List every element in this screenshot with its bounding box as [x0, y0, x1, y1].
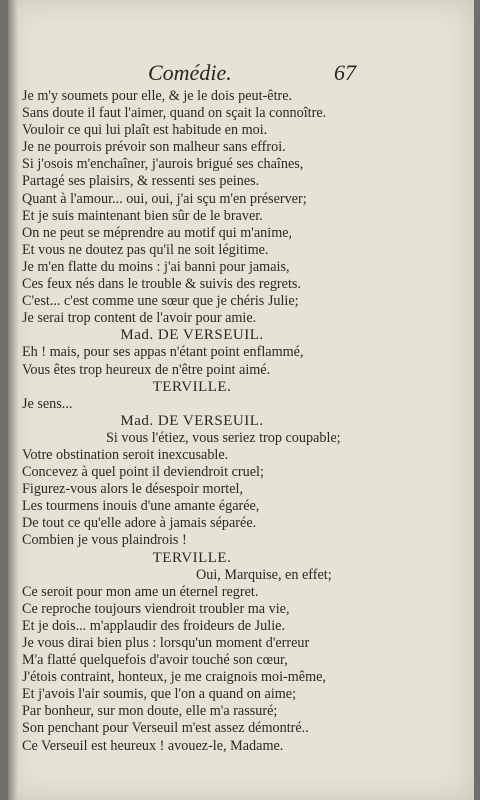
verse-line: Et j'avois l'air soumis, que l'on a quand on aime; [22, 686, 297, 703]
verse-line: Combien je vous plaindrois ! [22, 532, 187, 549]
verse-line: Partagé ses plaisirs, & ressenti ses peines. [22, 173, 260, 190]
verse-line: Et je suis maintenant bien sûr de le braver. [22, 207, 263, 224]
verse-line: Son penchant pour Verseuil m'est assez démontré.. [22, 720, 309, 737]
verse-line: M'a flatté quelquefois d'avoir touché son cœur, [22, 652, 288, 669]
verse-line: Ce Verseuil est heureux ! avouez-le, Madame. [22, 737, 284, 754]
verse-line: Je serai trop content de l'avoir pour amie. [22, 310, 257, 327]
verse-line: Eh ! mais, pour ses appas n'étant point enflammé, [22, 344, 304, 361]
verse-line: Ce reproche toujours viendroit troubler ma vie, [22, 600, 290, 617]
verse-line: J'étois contraint, honteux, je me craignois moi-même, [22, 669, 326, 686]
verse-line: Sans doute il faut l'aimer, quand on sçait la connoître. [22, 105, 327, 122]
verse-line: Les tourmens inouis d'une amante égarée, [22, 498, 260, 515]
verse-text [22, 88, 362, 755]
verse-line: Si j'osois m'enchaîner, j'aurois brigué ses chaînes, [22, 156, 304, 173]
verse-line: On ne peut se méprendre au motif qui m'anime, [22, 224, 293, 241]
speaker-heading: Mad. DE VERSEUIL. [120, 327, 264, 344]
verse-line: Je ne pourrois prévoir son malheur sans effroi. [22, 139, 286, 156]
verse-line: Je m'en flatte du moins : j'ai banni pour jamais, [22, 258, 290, 275]
speaker-heading: TERVILLE. [152, 549, 232, 566]
verse-line: Et je dois... m'applaudir des froideurs de Julie. [22, 617, 285, 634]
book-page [8, 0, 474, 800]
verse-line: Ce seroit pour mon ame un éternel regret. [22, 583, 259, 600]
verse-line: Figurez-vous alors le désespoir mortel, [22, 481, 244, 498]
verse-line: De tout ce qu'elle adore à jamais séparée. [22, 515, 257, 532]
page-number: 67 [334, 60, 356, 85]
verse-line: Vouloir ce qui lui plaît est habitude en moi. [22, 122, 268, 139]
verse-line: Concevez à quel point il deviendroit cruel; [22, 464, 264, 481]
verse-line: Vous êtes trop heureux de n'être point aimé. [22, 361, 271, 378]
verse-line: Ces feux nés dans le trouble & suivis des regrets. [22, 276, 301, 293]
verse-line: Quant à l'amour... oui, oui, j'ai sçu m'en préserver; [22, 190, 307, 207]
speaker-heading: TERVILLE. [152, 378, 232, 395]
verse-line: Je vous dirai bien plus : lorsqu'un moment d'erreur [22, 635, 310, 651]
verse-line: Je sens... [22, 395, 73, 412]
page-header [8, 58, 474, 88]
verse-line: Je m'y soumets pour elle, & je le dois peut-être. [22, 88, 293, 104]
running-title: Comédie. [148, 60, 232, 85]
verse-line: Si vous l'étiez, vous seriez trop coupable; [106, 429, 341, 446]
verse-line: C'est... c'est comme une sœur que je chéris Julie; [22, 293, 299, 310]
verse-line: Votre obstination seroit inexcusable. [22, 446, 229, 463]
verse-line: Et vous ne doutez pas qu'il ne soit légitime. [22, 241, 269, 258]
verse-line: Par bonheur, sur mon doute, elle m'a rassuré; [22, 703, 278, 720]
page-gutter [8, 0, 18, 800]
speaker-heading: Mad. DE VERSEUIL. [120, 412, 264, 429]
verse-line: Oui, Marquise, en effet; [196, 566, 332, 583]
